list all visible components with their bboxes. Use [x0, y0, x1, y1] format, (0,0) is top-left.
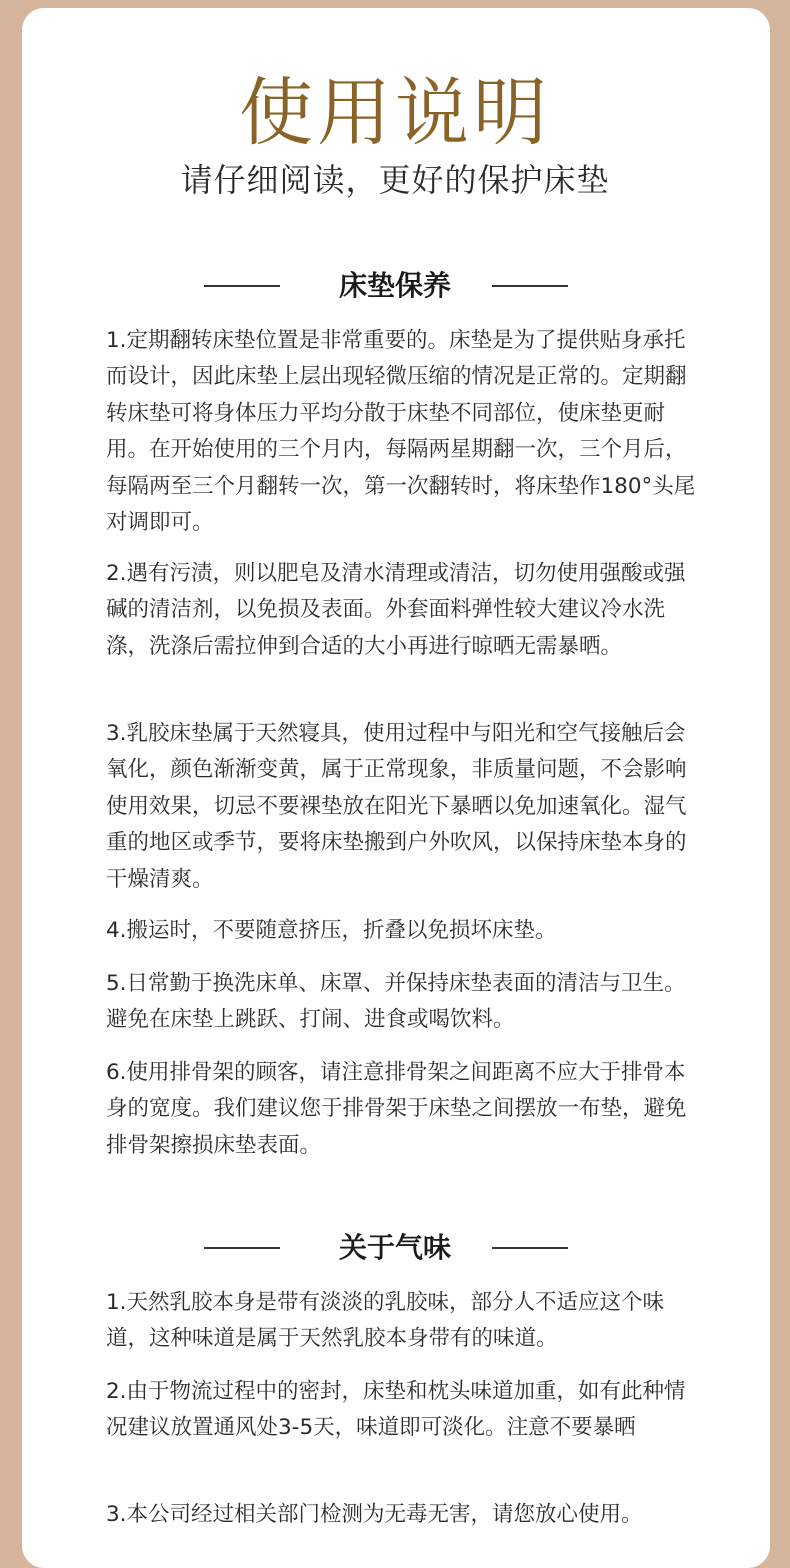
odor-paragraph-2: 2.由于物流过程中的密封，床垫和枕头味道加重，如有此种情况建议放置通风处3-5天，味道即可淡化。注意不要暴晒 — [106, 1379, 686, 1441]
heading-divider-right — [492, 285, 568, 287]
odor-paragraph-1: 1.天然乳胶本身是带有淡淡的乳胶味，部分人不适应这个味道，这种味道是属于天然乳胶本身带有的味道。 — [106, 1290, 665, 1352]
section-heading-odor — [0, 1228, 790, 1268]
page-title: 使用说明 — [239, 70, 551, 156]
care-paragraph-6: 6.使用排骨架的顾客，请注意排骨架之间距离不应大于排骨本身的宽度。我们建议您于排骨架于床垫之间摆放一布垫，避免排骨架擦损床垫表面。 — [106, 1060, 687, 1158]
section-title: 床垫保养 — [338, 269, 451, 302]
page-subtitle: 请仔细阅读，更好的保护床垫 — [180, 161, 610, 199]
section-heading-mattress-care — [0, 266, 790, 306]
care-paragraph-3: 3.乳胶床垫属于天然寝具，使用过程中与阳光和空气接触后会氧化，颜色渐渐变黄，属于正常现象，非质量问题，不会影响使用效果，切忌不要裸垫放在阳光下暴晒以免加速氧化。湿气重的地区或季节，要将床垫搬到户外吹风，以保持床垫本身的干燥清爽。 — [106, 721, 687, 892]
care-paragraph-1: 1.定期翻转床垫位置是非常重要的。床垫是为了提供贴身承托而设计，因此床垫上层出现轻微压缩的情况是正常的。定期翻转床垫可将身体压力平均分散于床垫不同部位，使床垫更耐用。在开始使用的三个月内，每隔两星期翻一次，三个月后，每隔两至三个月翻转一次，第一次翻转时，将床垫作180°头尾对调即可。 — [106, 328, 696, 536]
section-title: 关于气味 — [338, 1231, 451, 1264]
odor-paragraph-3: 3.本公司经过相关部门检测为无毒无害，请您放心使用。 — [106, 1502, 643, 1527]
care-paragraph-2: 2.遇有污渍，则以肥皂及清水清理或清洁，切勿使用强酸或强碱的清洁剂，以免损及表面。外套面料弹性较大建议冷水洗涤，洗涤后需拉伸到合适的大小再进行晾晒无需暴晒。 — [106, 561, 686, 659]
heading-divider-right — [492, 1247, 568, 1249]
care-paragraph-5: 5.日常勤于换洗床单、床罩、并保持床垫表面的清洁与卫生。避免在床垫上跳跃、打闹、进食或喝饮料。 — [106, 971, 686, 1033]
care-paragraph-4: 4.搬运时，不要随意挤压，折叠以免损坏床垫。 — [106, 918, 557, 943]
